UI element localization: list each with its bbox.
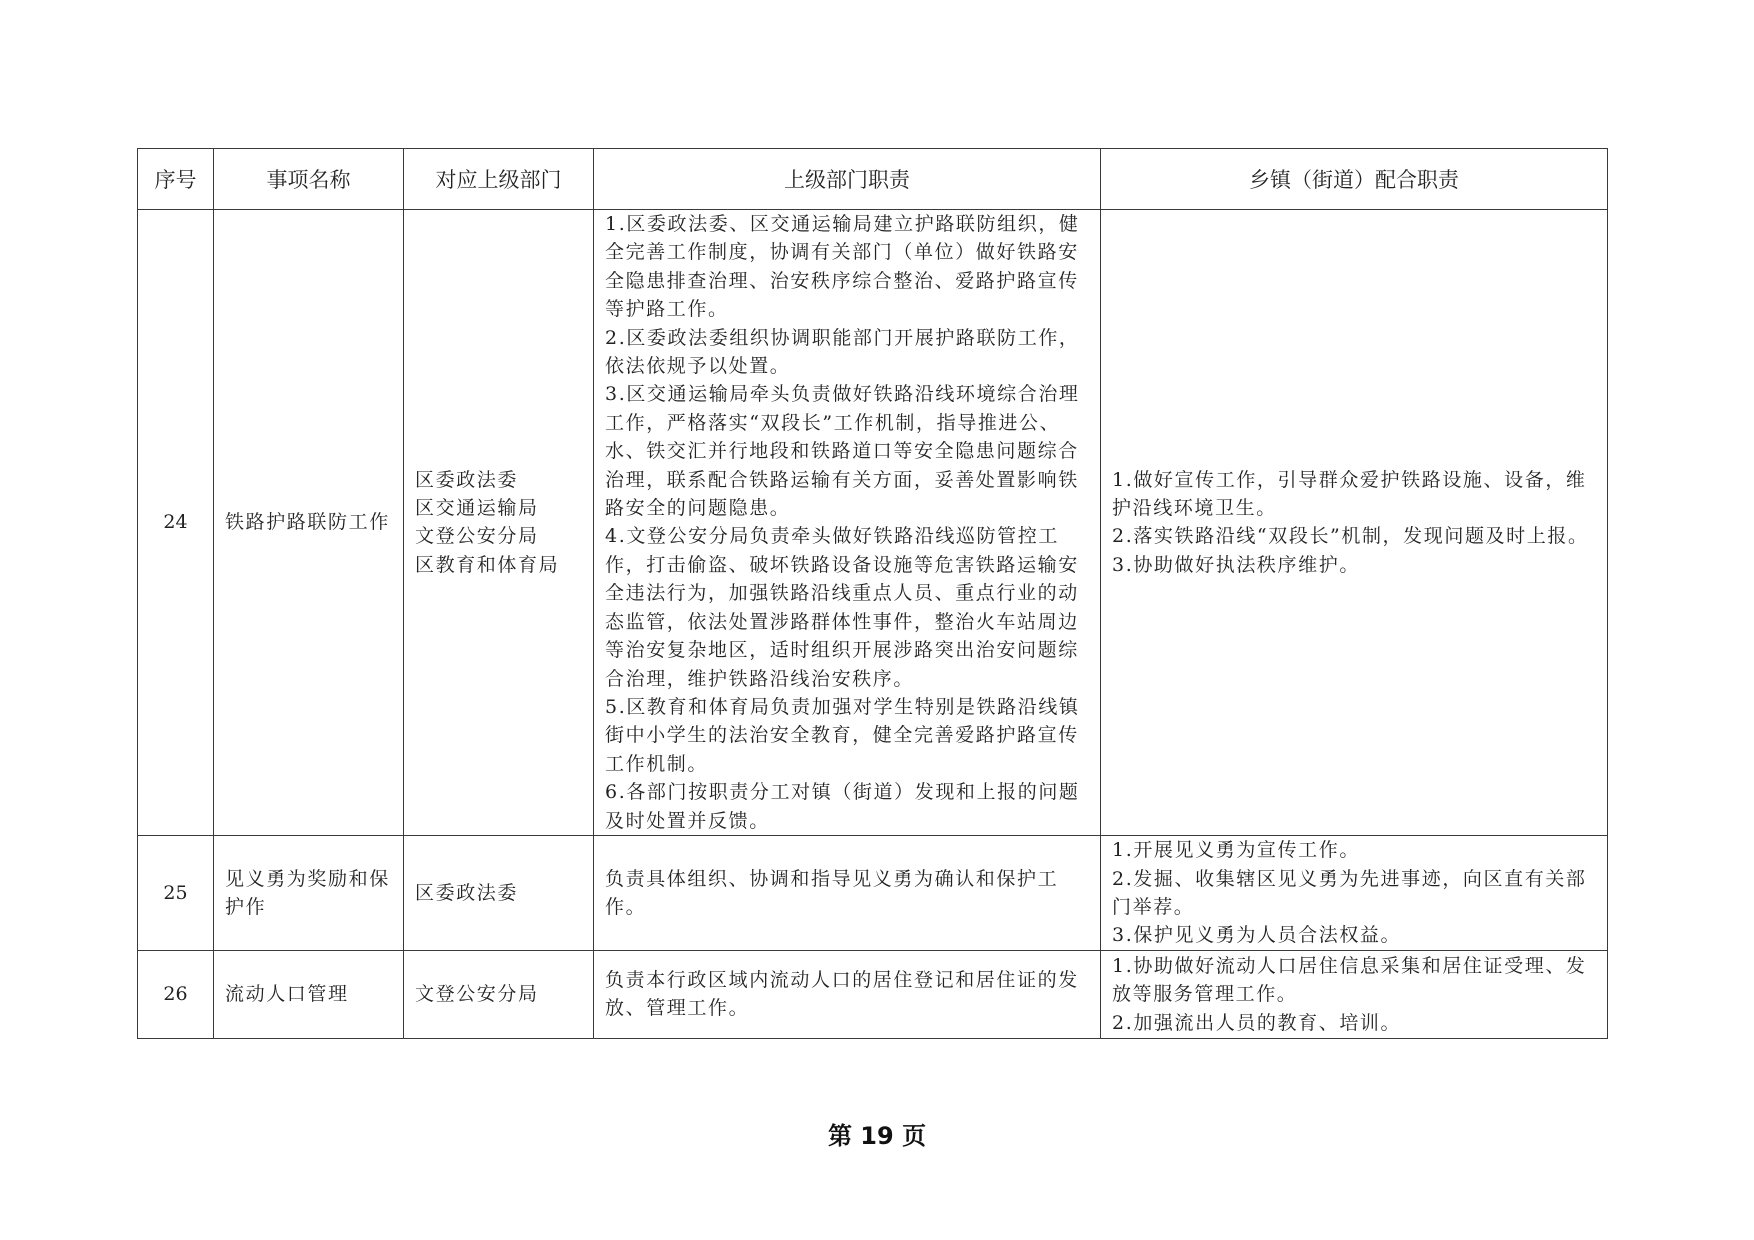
duty-item: 负责具体组织、协调和指导见义勇为确认和保护工作。 <box>605 867 1059 918</box>
duty-cell <box>594 950 1101 1038</box>
header-no: 序号 <box>138 149 214 210</box>
page-prefix: 第 <box>827 1122 852 1150</box>
coop-item: 3.保护见义勇为人员合法权益。 <box>1112 924 1402 947</box>
coop-item: 1.协助做好流动人口居住信息采集和居住证受理、发放等服务管理工作。 <box>1112 954 1587 1006</box>
dept-line: 区委政法委 <box>415 468 519 491</box>
coop-item: 1.做好宣传工作，引导群众爱护铁路设施、设备，维护沿线环境卫生。 <box>1112 468 1587 520</box>
dept-line: 文登公安分局 <box>415 525 539 548</box>
duty-item: 3.区交通运输局牵头负责做好铁路沿线环境综合治理工作，严格落实“双段长”工作机制，指导推进公、水、铁交汇并行地段和铁路道口等安全隐患问题综合治理，联系配合铁路运输有关方面，妥善处置影响铁路安全的问题隐患。 <box>605 383 1080 520</box>
header-duty: 上级部门职责 <box>594 149 1101 210</box>
duty-item: 5.区教育和体育局负责加强对学生特别是铁路沿线镇街中小学生的法治安全教育，健全完善爱路护路宣传工作机制。 <box>605 695 1080 775</box>
dept-line: 区委政法委 <box>415 881 519 904</box>
item-name: 铁路护路联防工作 <box>214 210 404 836</box>
header-coop: 乡镇（街道）配合职责 <box>1101 149 1608 210</box>
coop-item: 2.发掘、收集辖区见义勇为先进事迹，向区直有关部门举荐。 <box>1112 867 1587 918</box>
duty-item: 2.区委政法委组织协调职能部门开展护路联防工作，依法依规予以处置。 <box>605 326 1080 378</box>
row-number: 25 <box>138 835 214 950</box>
coop-cell <box>1101 210 1608 836</box>
duty-cell <box>594 210 1101 836</box>
row-number: 24 <box>138 210 214 836</box>
table-row <box>138 950 1608 1038</box>
coop-cell <box>1101 835 1608 950</box>
duty-cell <box>594 835 1101 950</box>
row-number: 26 <box>138 950 214 1038</box>
coop-item: 1.开展见义勇为宣传工作。 <box>1112 839 1360 862</box>
coop-item: 3.协助做好执法秩序维护。 <box>1112 553 1360 576</box>
duty-item: 4.文登公安分局负责牵头做好铁路沿线巡防管控工作，打击偷盗、破坏铁路设备设施等危害铁路运输安全违法行为，加强铁路沿线重点人员、重点行业的动态监管，依法处置涉路群体性事件，整治火车站周边等治安复杂地区，适时组织开展涉路突出治安问题综合治理，维护铁路沿线治安秩序。 <box>605 525 1079 690</box>
table-row <box>138 210 1608 836</box>
duty-item: 1.区委政法委、区交通运输局建立护路联防组织，健全完善工作制度，协调有关部门（单位）做好铁路安全隐患排查治理、治安秩序综合整治、爱路护路宣传等护路工作。 <box>605 213 1080 321</box>
coop-cell <box>1101 950 1608 1038</box>
table-header <box>138 149 1608 210</box>
duty-item: 6.各部门按职责分工对镇（街道）发现和上报的问题及时处置并反馈。 <box>605 781 1080 832</box>
coop-item: 2.加强流出人员的教育、培训。 <box>1112 1011 1402 1034</box>
page-suffix: 页 <box>902 1122 927 1150</box>
table-row <box>138 835 1608 950</box>
coop-item: 2.落实铁路沿线“双段长”机制，发现问题及时上报。 <box>1112 525 1589 548</box>
header-dept: 对应上级部门 <box>404 149 594 210</box>
page-number-value: 19 <box>860 1122 894 1150</box>
dept-cell <box>404 210 594 836</box>
dept-cell <box>404 950 594 1038</box>
item-name: 流动人口管理 <box>214 950 404 1038</box>
page-number <box>0 1116 1754 1151</box>
dept-line: 区交通运输局 <box>415 497 539 520</box>
item-name: 见义勇为奖励和保护作 <box>214 835 404 950</box>
header-name: 事项名称 <box>214 149 404 210</box>
duty-item: 负责本行政区域内流动人口的居住登记和居住证的发放、管理工作。 <box>605 969 1079 1020</box>
dept-cell <box>404 835 594 950</box>
duty-table <box>137 148 1608 1039</box>
dept-line: 文登公安分局 <box>415 983 539 1006</box>
header-row <box>138 149 1608 210</box>
dept-line: 区教育和体育局 <box>415 553 560 576</box>
